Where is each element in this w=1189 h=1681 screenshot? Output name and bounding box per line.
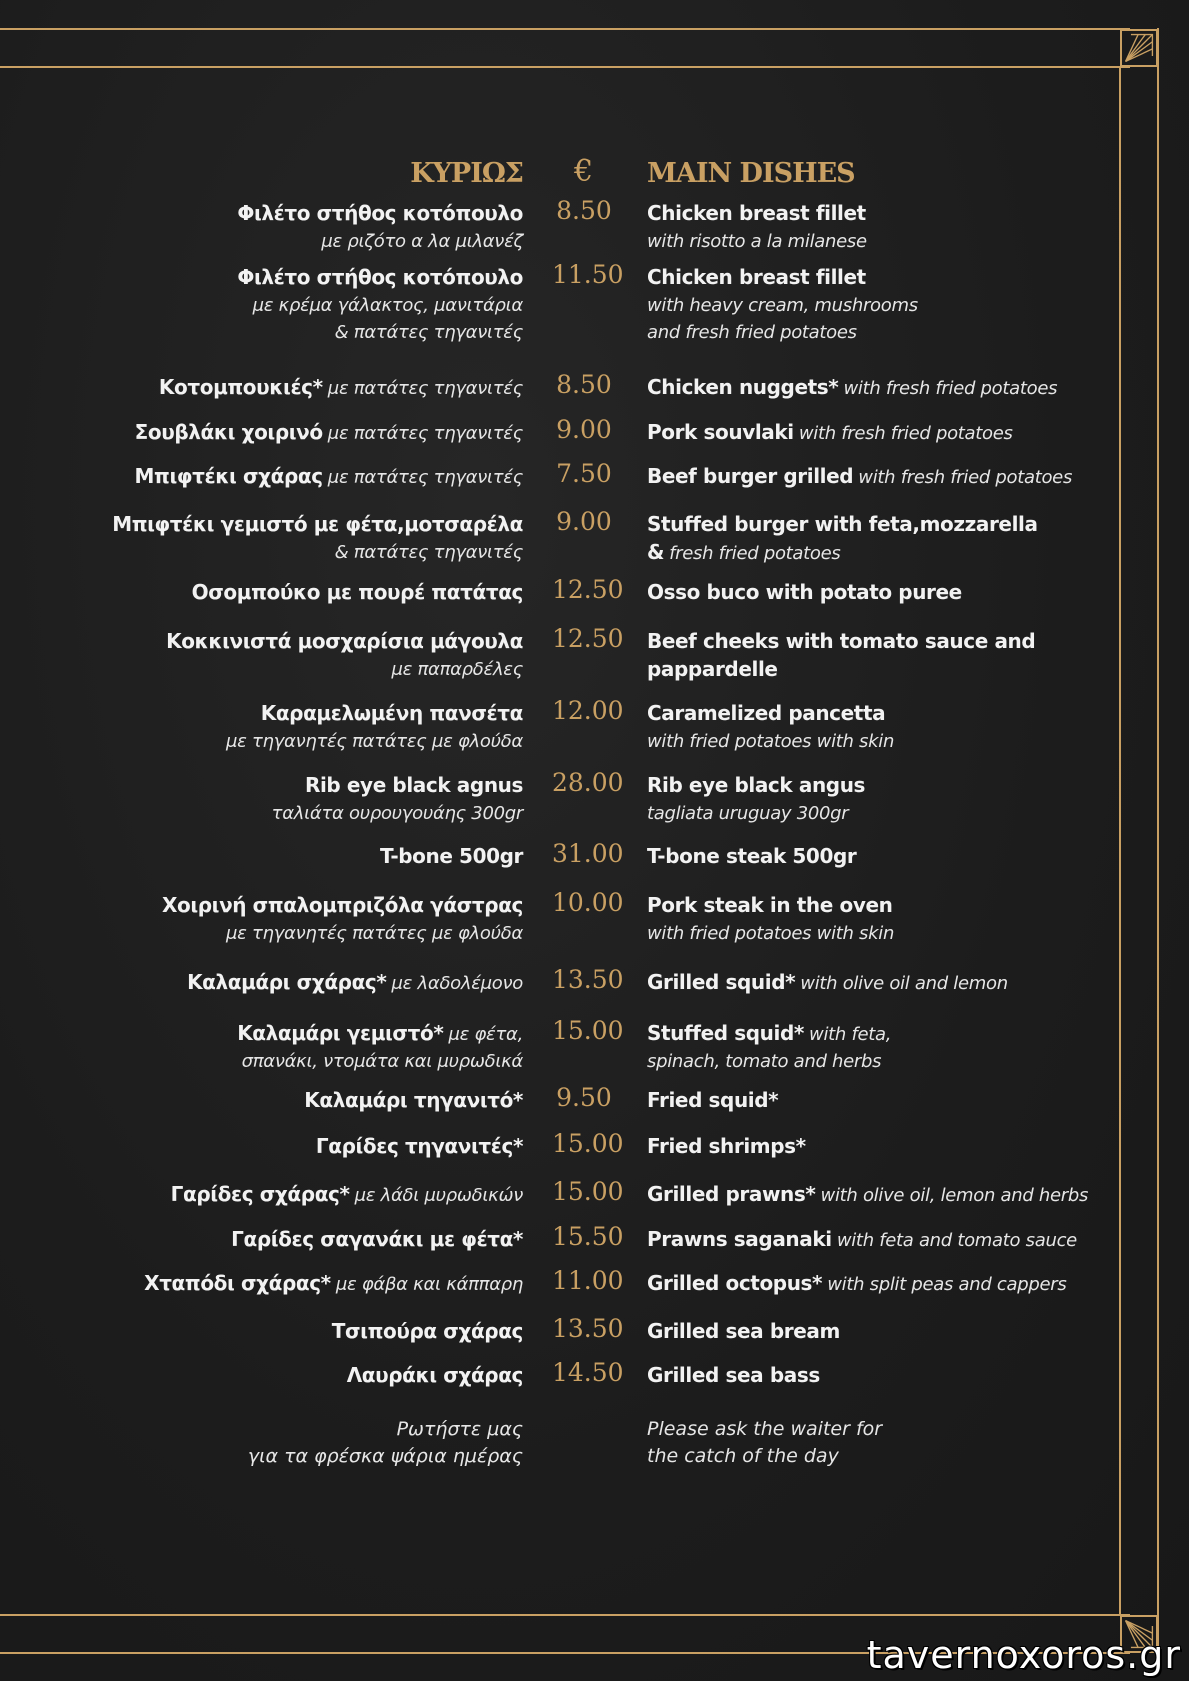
- item-english-name: Chicken breast fillet: [647, 265, 866, 289]
- item-greek-name: T-bone 500gr: [380, 844, 523, 868]
- item-english: [647, 579, 1097, 607]
- item-english-desc-line: [647, 1048, 1097, 1075]
- item-greek-line: [0, 1087, 523, 1115]
- item-english: [647, 1087, 1097, 1115]
- item-price: 11.00: [552, 1266, 624, 1295]
- item-greek: [0, 374, 523, 402]
- item-greek-name: Φιλέτο στήθος κοτόπουλο: [237, 201, 523, 225]
- item-greek-inline-desc: με λαδολέμονο: [391, 973, 523, 994]
- item-english-name: Chicken nuggets*: [647, 375, 839, 399]
- item-english: [647, 511, 1097, 567]
- item-english-desc: tagliata uruguay 300gr: [647, 803, 849, 824]
- frame-top-line: [0, 28, 1130, 30]
- item-english: [647, 843, 1097, 871]
- item-price: 13.50: [552, 965, 624, 994]
- item-greek-name: Χοιρινή σπαλομπριζόλα γάστρας: [162, 893, 523, 917]
- item-greek-desc: & πατάτες τηγανιτές: [334, 542, 523, 563]
- item-english-desc-line: [647, 800, 1097, 827]
- item-greek-name: Χταπόδι σχάρας*: [144, 1271, 331, 1295]
- item-english: [647, 892, 1097, 947]
- item-english-line: [647, 1226, 1097, 1254]
- item-english-line: [647, 511, 1097, 539]
- item-english: [647, 969, 1097, 997]
- item-english-desc: fresh fried potatoes: [669, 543, 841, 564]
- item-english-name: Pork steak in the oven: [647, 893, 893, 917]
- item-greek-name: Λαυράκι σχάρας: [346, 1363, 523, 1387]
- item-price: 13.50: [552, 1314, 624, 1343]
- header-greek: ΚΥΡΙΩΣ: [410, 158, 523, 189]
- header-currency: €: [574, 154, 594, 189]
- header-english: MAIN DISHES: [647, 158, 855, 189]
- item-greek-line: [0, 1270, 523, 1298]
- item-english-line: [647, 892, 1097, 920]
- item-english-name: Grilled sea bass: [647, 1363, 820, 1387]
- item-english-inline-desc: with split peas and cappers: [827, 1274, 1067, 1295]
- item-greek-line: [0, 700, 523, 728]
- item-greek-desc: ταλιάτα ουρουγουάης 300gr: [271, 803, 523, 824]
- item-greek-line: [0, 843, 523, 871]
- item-greek: [0, 1020, 523, 1075]
- item-english-name: Stuffed burger with feta,mozzarella: [647, 512, 1038, 536]
- frame-top-inner-line: [0, 66, 1130, 68]
- item-english-name: Beef burger grilled: [647, 464, 854, 488]
- item-english: [647, 1270, 1097, 1298]
- item-price: 9.00: [556, 415, 612, 444]
- item-price: 7.50: [556, 459, 612, 488]
- item-english-desc-line: [647, 228, 1097, 255]
- item-english: [647, 463, 1097, 491]
- item-price: 12.50: [552, 575, 624, 604]
- item-english-line: [647, 579, 1097, 607]
- corner-ornament-top-icon: [1120, 29, 1158, 67]
- item-english-desc-2: and fresh fried potatoes: [647, 322, 857, 343]
- item-price: 15.00: [552, 1016, 624, 1045]
- item-greek-inline-desc: με πατάτες τηγανιτές: [327, 467, 523, 488]
- item-english-line: [647, 1270, 1097, 1298]
- item-greek-line: [0, 419, 523, 447]
- item-greek-line: [0, 1226, 523, 1254]
- item-greek-line: [0, 892, 523, 920]
- item-english-line: [647, 463, 1097, 491]
- item-english-name: Prawns saganaki: [647, 1227, 832, 1251]
- item-english-name: T-bone steak 500gr: [647, 844, 857, 868]
- item-price: 15.00: [552, 1129, 624, 1158]
- item-english-inline-desc: with feta and tomato sauce: [836, 1230, 1077, 1251]
- item-english-inline-desc: with fresh fried potatoes: [858, 467, 1073, 488]
- watermark: tavernoxoros.gr: [866, 1633, 1181, 1677]
- item-greek-name: Καλαμάρι σχάρας*: [187, 970, 387, 994]
- item-english: [647, 1020, 1097, 1075]
- footer-note-english: Please ask the waiter for the catch of the day: [647, 1418, 883, 1467]
- item-english-desc: with heavy cream, mushrooms: [647, 295, 918, 316]
- item-greek-name: Γαρίδες σχάρας*: [170, 1182, 350, 1206]
- item-greek-name: Φιλέτο στήθος κοτόπουλο: [237, 265, 523, 289]
- item-english: [647, 1181, 1097, 1209]
- item-english-line: [647, 264, 1097, 292]
- item-greek-line: [0, 374, 523, 402]
- item-greek: [0, 1270, 523, 1298]
- item-english-line: [647, 1318, 1097, 1346]
- item-english-line: [647, 200, 1097, 228]
- item-greek-inline-desc: με φέτα,: [448, 1024, 523, 1045]
- item-english-name: Grilled octopus*: [647, 1271, 823, 1295]
- item-english-inline-desc: with feta,: [809, 1024, 892, 1045]
- item-english-desc: spinach, tomato and herbs: [647, 1051, 882, 1072]
- item-greek-line: [0, 264, 523, 292]
- item-greek: [0, 1181, 523, 1209]
- item-greek: [0, 772, 523, 827]
- item-english: [647, 1226, 1097, 1254]
- item-price: 12.00: [552, 696, 624, 725]
- item-greek-name: Κοτομπουκιές*: [158, 375, 323, 399]
- item-english-line: [647, 1181, 1097, 1209]
- item-greek-line: [0, 579, 523, 607]
- item-english-inline-desc: with olive oil, lemon and herbs: [820, 1185, 1089, 1206]
- item-english-name: Grilled sea bream: [647, 1319, 840, 1343]
- item-greek-name: Γαρίδες τηγανιτές*: [315, 1134, 523, 1158]
- item-english: [647, 374, 1097, 402]
- item-english-desc-line: [647, 920, 1097, 947]
- frame-bottom-inner-line: [0, 1614, 1130, 1616]
- item-greek-line: [0, 628, 523, 656]
- item-greek: [0, 892, 523, 947]
- item-english-line: [647, 1020, 1097, 1048]
- item-english-line: [647, 374, 1097, 402]
- item-greek-name: Μπιφτέκι γεμιστό με φέτα,μοτσαρέλα: [112, 512, 523, 536]
- item-greek-name: Κοκκινιστά μοσχαρίσια μάγουλα: [166, 629, 523, 653]
- item-greek-name: Σουβλάκι χοιρινό: [134, 420, 323, 444]
- item-english: [647, 200, 1097, 255]
- item-greek: [0, 843, 523, 871]
- item-greek-line: [0, 511, 523, 539]
- item-greek-desc: με παπαρδέλες: [391, 659, 523, 680]
- item-greek-desc: σπανάκι, ντομάτα και μυρωδικά: [241, 1051, 523, 1072]
- item-english-line: [647, 843, 1097, 871]
- item-english-inline-desc: with olive oil and lemon: [800, 973, 1008, 994]
- menu-header: [0, 150, 1189, 190]
- item-greek: [0, 463, 523, 491]
- item-english-name: Stuffed squid*: [647, 1021, 804, 1045]
- item-price: 9.50: [556, 1083, 612, 1112]
- item-english-desc: with risotto a la milanese: [647, 231, 867, 252]
- item-greek: [0, 419, 523, 447]
- item-greek: [0, 511, 523, 566]
- item-english-ampersand: &: [647, 540, 665, 564]
- item-greek-name: Γαρίδες σαγανάκι με φέτα*: [231, 1227, 523, 1251]
- item-english-line: [647, 700, 1097, 728]
- item-greek: [0, 700, 523, 755]
- item-greek-desc: με τηγανητές πατάτες με φλούδα: [226, 923, 523, 944]
- item-english-name: Fried shrimps*: [647, 1134, 806, 1158]
- item-english-name: Caramelized pancetta: [647, 701, 886, 725]
- item-greek-line: [0, 1181, 523, 1209]
- frame-right-inner-line: [1119, 66, 1121, 1616]
- item-price: 31.00: [552, 839, 624, 868]
- item-greek-name: Οσομπούκο με πουρέ πατάτας: [191, 580, 523, 604]
- item-greek-desc-2: & πατάτες τηγανιτές: [334, 322, 523, 343]
- item-greek: [0, 1226, 523, 1254]
- item-english-inline-desc: with fresh fried potatoes: [798, 423, 1013, 444]
- item-greek-name: Καραμελωμένη πανσέτα: [260, 701, 523, 725]
- item-english-desc-line: [647, 728, 1097, 755]
- item-greek-desc: με ριζότο α λα μιλανέζ: [321, 231, 523, 252]
- item-greek-desc: με κρέμα γάλακτος, μανιτάρια: [252, 295, 523, 316]
- item-price: 14.50: [552, 1358, 624, 1387]
- item-english-line: [647, 772, 1097, 800]
- item-greek: [0, 1318, 523, 1346]
- item-english-line: [647, 1362, 1097, 1390]
- item-english-line: [647, 419, 1097, 447]
- item-greek: [0, 264, 523, 346]
- item-greek-line: [0, 1133, 523, 1161]
- item-greek: [0, 579, 523, 607]
- item-english-desc: with fried potatoes with skin: [647, 731, 895, 752]
- item-english: [647, 1133, 1097, 1161]
- item-price: 28.00: [552, 768, 624, 797]
- item-greek-line: [0, 1020, 523, 1048]
- item-english-desc-line: [647, 292, 1097, 319]
- item-greek-line: [0, 772, 523, 800]
- item-english-name: Chicken breast fillet: [647, 201, 866, 225]
- item-greek-name: Rib eye black agnus: [304, 773, 523, 797]
- item-english-name: Beef cheeks with tomato sauce and: [647, 629, 1036, 653]
- item-english-inline-desc: with fresh fried potatoes: [843, 378, 1058, 399]
- footer-note-greek: Ρωτήστε μας για τα φρέσκα ψάρια ημέρας: [247, 1418, 523, 1467]
- item-english-desc: with fried potatoes with skin: [647, 923, 895, 944]
- item-english-name-2: pappardelle: [647, 657, 778, 681]
- item-english-desc-line: [647, 539, 1097, 567]
- item-price: 11.50: [552, 260, 624, 289]
- item-english: [647, 700, 1097, 755]
- item-greek-inline-desc: με πατάτες τηγανιτές: [327, 423, 523, 444]
- item-price: 12.50: [552, 624, 624, 653]
- item-english-line: [647, 1087, 1097, 1115]
- item-english-line: [647, 628, 1097, 656]
- item-greek: [0, 1133, 523, 1161]
- item-greek: [0, 969, 523, 997]
- item-greek-inline-desc: με πατάτες τηγανιτές: [327, 378, 523, 399]
- item-greek-line: [0, 1362, 523, 1390]
- item-greek-name: Τσιπούρα σχάρας: [331, 1319, 523, 1343]
- item-english-name: Rib eye black angus: [647, 773, 866, 797]
- item-greek-name: Μπιφτέκι σχάρας: [134, 464, 323, 488]
- item-english: [647, 1362, 1097, 1390]
- item-greek-inline-desc: με φάβα και κάππαρη: [335, 1274, 523, 1295]
- item-greek: [0, 1087, 523, 1115]
- item-price: 10.00: [552, 888, 624, 917]
- item-greek-desc: με τηγανητές πατάτες με φλούδα: [226, 731, 523, 752]
- item-english-name: Osso buco with potato puree: [647, 580, 962, 604]
- item-english-name: Grilled prawns*: [647, 1182, 816, 1206]
- item-greek-line: [0, 1318, 523, 1346]
- item-price: 15.00: [552, 1177, 624, 1206]
- item-greek-line: [0, 969, 523, 997]
- item-greek-line: [0, 200, 523, 228]
- item-greek-name: Καλαμάρι τηγανιτό*: [304, 1088, 523, 1112]
- item-price: 15.50: [552, 1222, 624, 1251]
- frame-right-outer-line: [1157, 28, 1159, 1654]
- item-greek-name: Καλαμάρι γεμιστό*: [237, 1021, 444, 1045]
- item-greek: [0, 628, 523, 683]
- item-english-name: Fried squid*: [647, 1088, 779, 1112]
- item-greek: [0, 1362, 523, 1390]
- item-english: [647, 628, 1097, 683]
- item-price: 8.50: [556, 370, 612, 399]
- item-english-name: Grilled squid*: [647, 970, 796, 994]
- item-price: 9.00: [556, 507, 612, 536]
- item-greek-inline-desc: με λάδι μυρωδικών: [354, 1185, 523, 1206]
- item-english: [647, 772, 1097, 827]
- item-greek: [0, 200, 523, 255]
- item-english: [647, 419, 1097, 447]
- item-price: 8.50: [556, 196, 612, 225]
- item-english-line: [647, 1133, 1097, 1161]
- item-english-line: [647, 969, 1097, 997]
- item-english: [647, 1318, 1097, 1346]
- item-greek-line: [0, 463, 523, 491]
- item-english-name: Pork souvlaki: [647, 420, 794, 444]
- item-english: [647, 264, 1097, 346]
